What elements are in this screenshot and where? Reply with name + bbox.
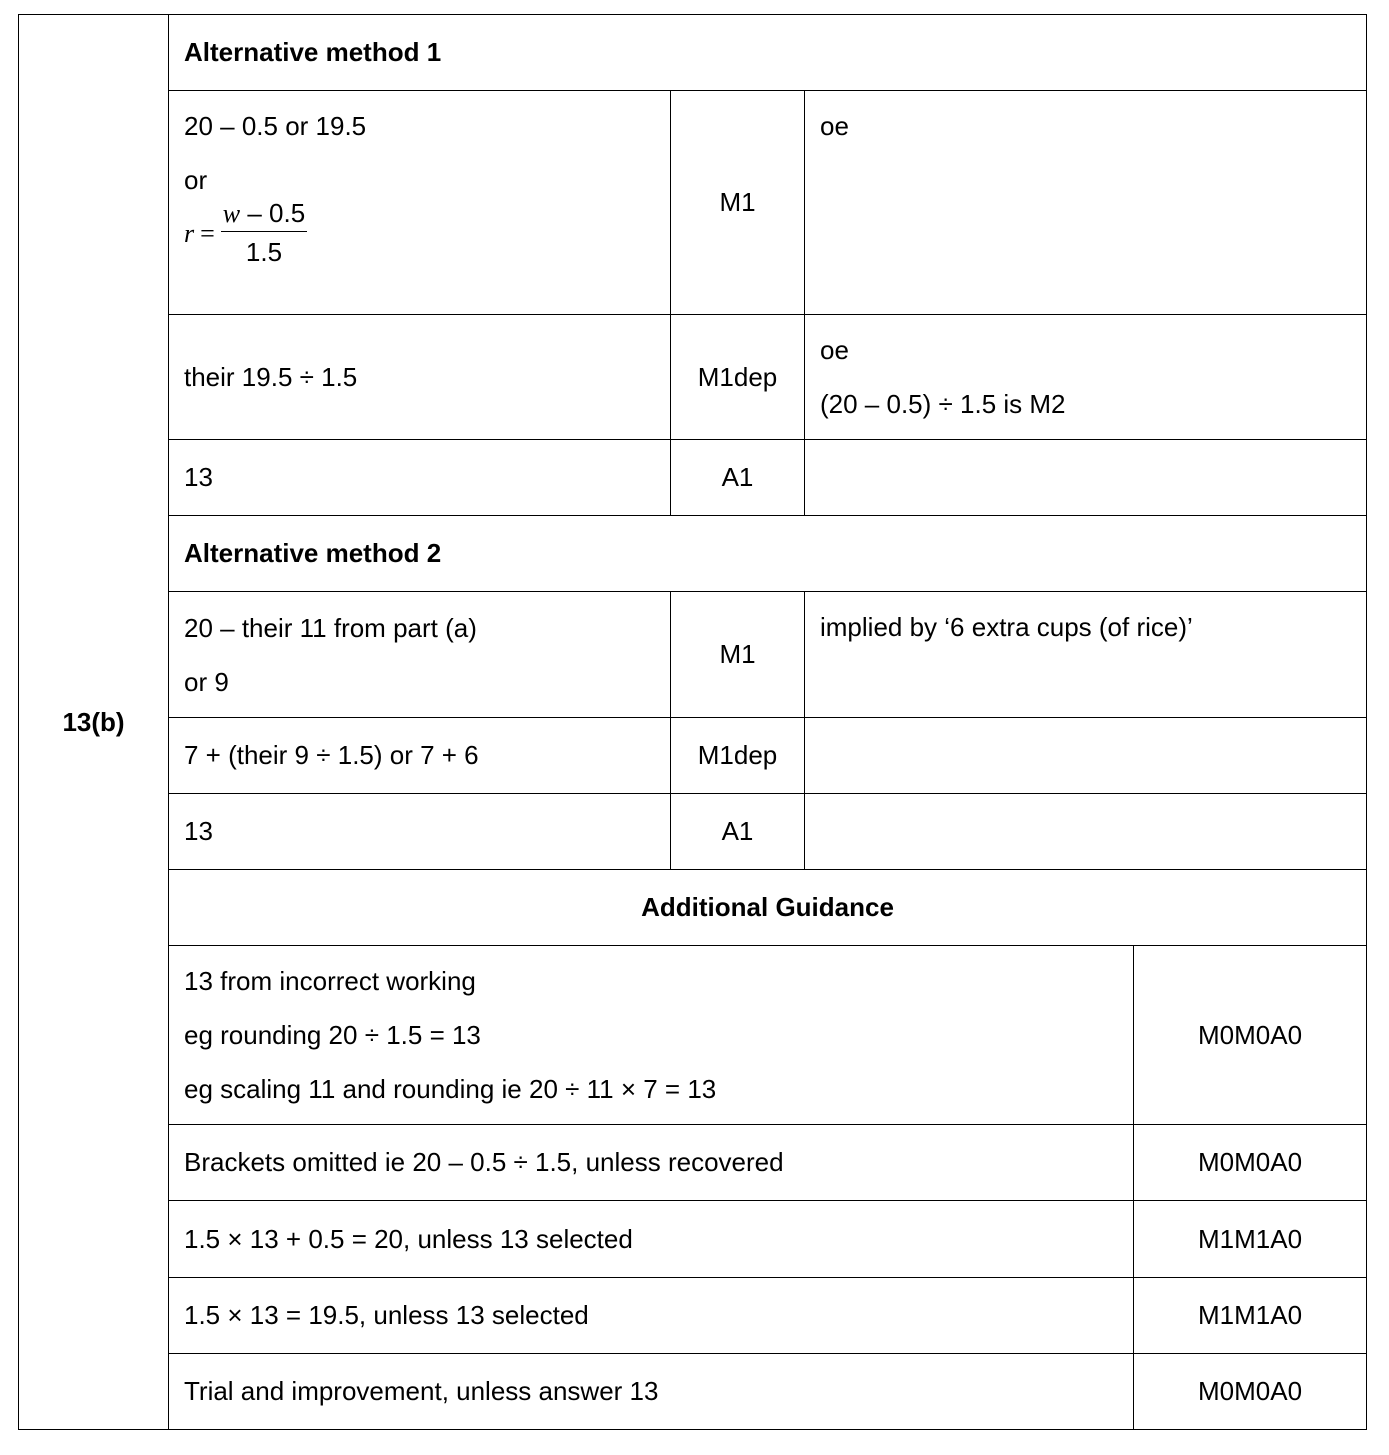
working-line: 20 – their 11 from part (a) xyxy=(184,612,477,643)
method-step-comments xyxy=(805,315,1367,440)
guidance-text: 1.5 × 13 + 0.5 = 20, unless 13 selected xyxy=(169,1201,1134,1278)
guidance-text: Brackets omitted ie 20 – 0.5 ÷ 1.5, unless recovered xyxy=(169,1125,1134,1201)
working-line: or 9 xyxy=(184,666,229,697)
method-step-working: 13 xyxy=(169,794,671,870)
method-step-comments xyxy=(805,794,1367,870)
guidance-text: Trial and improvement, unless answer 13 xyxy=(169,1354,1134,1430)
formula-numerator-rest: – 0.5 xyxy=(240,198,306,228)
comment-line: oe xyxy=(820,111,849,141)
mark-code: A1 xyxy=(671,794,805,870)
method-step-comments xyxy=(805,718,1367,794)
method-step-comments xyxy=(805,440,1367,516)
method-step-comments xyxy=(805,592,1367,718)
mark-code: A1 xyxy=(671,440,805,516)
question-number: 13(b) xyxy=(19,15,169,1430)
method-step-working: 13 xyxy=(169,440,671,516)
guidance-text: 1.5 × 13 = 19.5, unless 13 selected xyxy=(169,1278,1134,1354)
comment-line: (20 – 0.5) ÷ 1.5 is M2 xyxy=(820,389,1066,419)
guidance-text xyxy=(169,946,1134,1125)
formula xyxy=(184,199,655,269)
method-step-working xyxy=(169,592,671,718)
guidance-marks: M0M0A0 xyxy=(1134,1354,1367,1430)
fraction-numerator xyxy=(221,198,307,232)
method-step-comments xyxy=(805,91,1367,315)
mark-code: M1dep xyxy=(671,315,805,440)
guidance-marks: M0M0A0 xyxy=(1134,946,1367,1125)
method-step-working: their 19.5 ÷ 1.5 xyxy=(169,315,671,440)
method-step-working: 7 + (their 9 ÷ 1.5) or 7 + 6 xyxy=(169,718,671,794)
comment-line: oe xyxy=(820,335,849,365)
mark-code: M1dep xyxy=(671,718,805,794)
mark-code: M1 xyxy=(671,91,805,315)
formula-equals: = xyxy=(200,219,215,248)
guidance-marks: M0M0A0 xyxy=(1134,1125,1367,1201)
guidance-line: 13 from incorrect working xyxy=(184,966,476,996)
formula-variable: w xyxy=(222,199,241,228)
guidance-line: eg rounding 20 ÷ 1.5 = 13 xyxy=(184,1020,481,1050)
mark-code: M1 xyxy=(671,592,805,718)
formula-fraction xyxy=(221,198,307,270)
additional-guidance-heading: Additional Guidance xyxy=(169,870,1367,946)
method-step-working xyxy=(169,91,671,315)
guidance-marks: M1M1A0 xyxy=(1134,1278,1367,1354)
comment-line: implied by ‘6 extra cups (of rice)’ xyxy=(820,612,1193,642)
formula-lhs: r xyxy=(184,219,195,248)
guidance-line: eg scaling 11 and rounding ie 20 ÷ 11 × 7 = 13 xyxy=(184,1074,717,1104)
working-line: 20 – 0.5 or 19.5 xyxy=(184,111,367,141)
mark-scheme-table xyxy=(18,14,1367,1430)
guidance-marks: M1M1A0 xyxy=(1134,1201,1367,1278)
fraction-denominator: 1.5 xyxy=(245,237,283,267)
working-line: or xyxy=(184,165,208,195)
alt-method-2-heading: Alternative method 2 xyxy=(169,516,1367,592)
alt-method-1-heading: Alternative method 1 xyxy=(169,15,1367,91)
